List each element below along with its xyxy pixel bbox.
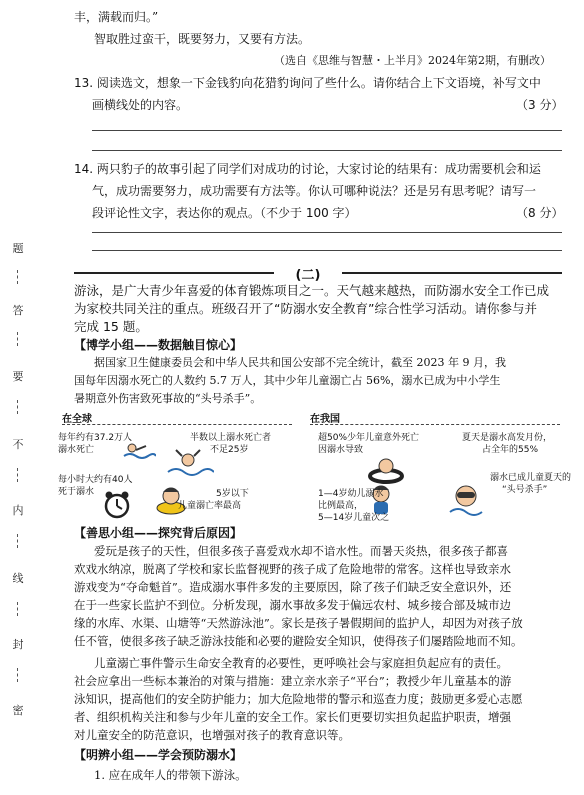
section-intro: 为家校共同关注的重点。班级召开了“防溺水安全教育”综合性学习活动。请你参与并 xyxy=(74,301,537,316)
section-intro: 游泳，是广大青少年喜爱的体育锻炼项目之一。天气越来越热，而防溺水安全工作已成 xyxy=(74,283,550,298)
paragraph-line: 任不管，使很多孩子缺乏游泳技能和必要的避险安全知识，使得孩子们屡踏险地而不知。 xyxy=(74,634,523,648)
stat-label: 5岁以下 xyxy=(216,489,249,499)
stat-label: 溺水已成儿童夏天的 xyxy=(490,473,572,483)
text-line: 丰，满载而归。” xyxy=(74,10,159,24)
answer-line[interactable] xyxy=(92,232,562,233)
section-intro: 完成 15 题。 xyxy=(74,319,148,334)
group-title: 【明辨小组——学会预防溺水】 xyxy=(74,748,243,762)
list-item: 1. 应在成年人的带领下游泳。 xyxy=(94,768,247,782)
paragraph-line: 暑期意外伤害致死事故的“头号杀手”。 xyxy=(74,392,262,405)
question-13-cont: 画横线处的内容。 xyxy=(92,98,189,112)
question-14-cont: 段评论性文字，表达你的观点。（不少于 100 字） xyxy=(92,206,357,220)
alarm-clock-icon xyxy=(102,490,132,520)
paragraph-line: 爱玩是孩子的天性，但很多孩子喜爱戏水却不谙水性。而暑天炎热，很多孩子都喜 xyxy=(94,544,508,558)
swimmer-goggles-icon xyxy=(446,482,486,518)
stat-label: 因溺水导致 xyxy=(318,445,364,455)
stat-label: 不足25岁 xyxy=(210,445,249,455)
stat-label: 夏天是溺水高发月份， xyxy=(462,433,553,443)
stat-label: 比例最高， xyxy=(318,501,364,511)
paragraph-line: 社会应拿出一些标本兼治的对策与措施：建立亲水亲子“平台”；教授少年儿童基本的游 xyxy=(74,674,512,688)
stat-label: 超50%少年儿童意外死亡 xyxy=(318,433,420,443)
section-title: (二) xyxy=(295,268,321,283)
stat-label: 5—14岁儿童次之 xyxy=(318,513,390,523)
paragraph-line: 游戏变为“夺命魁首”。造成溺水事件多发的主要原因，除了孩子们缺乏安全意识外，还 xyxy=(74,580,512,594)
stat-label: 儿童溺亡率最高 xyxy=(178,501,242,511)
margin-char: 封 xyxy=(12,638,24,651)
answer-line[interactable] xyxy=(92,250,562,251)
margin-char: 题 xyxy=(12,242,24,255)
exam-page xyxy=(38,0,578,795)
stat-label: 占全年的55% xyxy=(482,445,539,455)
paragraph-line: 据国家卫生健康委员会和中华人民共和国公安部不完全统计，截至 2023 年 9 月，我 xyxy=(94,356,506,369)
answer-line[interactable] xyxy=(92,150,562,151)
paragraph-line: 者、组织机构关注和参与少年儿童的安全工作。家长们更要切实担负起监护职责，增强 xyxy=(74,710,511,724)
paragraph-line: 国每年因溺水死亡的人数约 5.7 万人，其中少年儿童溺亡占 56%，溺水已成为中小学生 xyxy=(74,374,501,387)
group-title: 【博学小组——数据触目惊心】 xyxy=(74,338,243,352)
paragraph-line: 在于一些家长监护不到位。分析发现，溺水事故多发于偏远农村、城乡接合部及城市边 xyxy=(74,598,511,612)
stat-label: 1—4岁幼儿溺水 xyxy=(318,489,384,499)
margin-char: 内 xyxy=(12,504,24,517)
question-13: 13. 阅读选文，想象一下金钱豹向花猎豹询问了些什么。请你结合上下文语境，补写文中 xyxy=(74,76,541,90)
stat-label: “头号杀手” xyxy=(502,485,548,495)
question-14: 14. 两只豹子的故事引起了同学们对成功的讨论，大家讨论的结果有：成功需要机会和运 xyxy=(74,162,541,176)
paragraph-line: 泳知识，提高他们的安全防护能力；加大危险地带的警示和巡查力度；鼓励更多爱心志愿 xyxy=(74,692,523,706)
margin-char: 要 xyxy=(12,370,24,383)
paragraph-line: 对儿童安全的防范意识，也增强对孩子的教育意识等。 xyxy=(74,728,350,742)
margin-char: 线 xyxy=(12,572,24,585)
text-line: 智取胜过蛮干，既要努力，又要有方法。 xyxy=(94,32,311,46)
stat-label: 每年约有37.2万人 xyxy=(58,433,133,443)
swimmer-icon xyxy=(122,440,156,462)
paragraph-line: 缘的水库、水渠、山塘等“天然游泳池”。家长是孩子暑假期间的监护人，却因为对孩子放 xyxy=(74,616,523,630)
stat-label: 死于溺水 xyxy=(58,487,95,497)
answer-line[interactable] xyxy=(92,130,562,131)
infographic xyxy=(50,410,572,523)
question-13-score: （3 分） xyxy=(516,98,564,112)
stat-label: 每小时大约有40人 xyxy=(58,475,133,485)
paragraph-line: 欢戏水纳凉，脱离了学校和家长监督视野的孩子成了危险地带的常客。这样也导致亲水 xyxy=(74,562,511,576)
question-14-cont: 气，成功需要努力，成功需要有方法等。你认可哪种说法？还是另有思考呢？请写一 xyxy=(92,184,537,198)
binding-margin xyxy=(6,240,30,770)
infographic-header-global: 在全球 xyxy=(62,414,92,425)
source-note: （选自《思维与智慧・上半月》2024年第2期，有删改） xyxy=(274,54,551,67)
paragraph-line: 儿童溺亡事件警示生命安全教育的必要性，更呼唤社会与家庭担负起应有的责任。 xyxy=(94,656,508,670)
margin-char: 答 xyxy=(12,304,24,317)
drowning-figure-icon xyxy=(166,448,214,478)
infographic-header-china: 在我国 xyxy=(310,414,340,425)
margin-char: 不 xyxy=(12,438,24,451)
group-title: 【善思小组——探究背后原因】 xyxy=(74,526,243,540)
stat-label: 半数以上溺水死亡者 xyxy=(190,433,272,443)
margin-char: 密 xyxy=(12,704,24,717)
stat-label: 溺水死亡 xyxy=(58,445,95,455)
question-14-score: （8 分） xyxy=(516,206,564,220)
swim-ring-child-icon xyxy=(366,456,406,484)
